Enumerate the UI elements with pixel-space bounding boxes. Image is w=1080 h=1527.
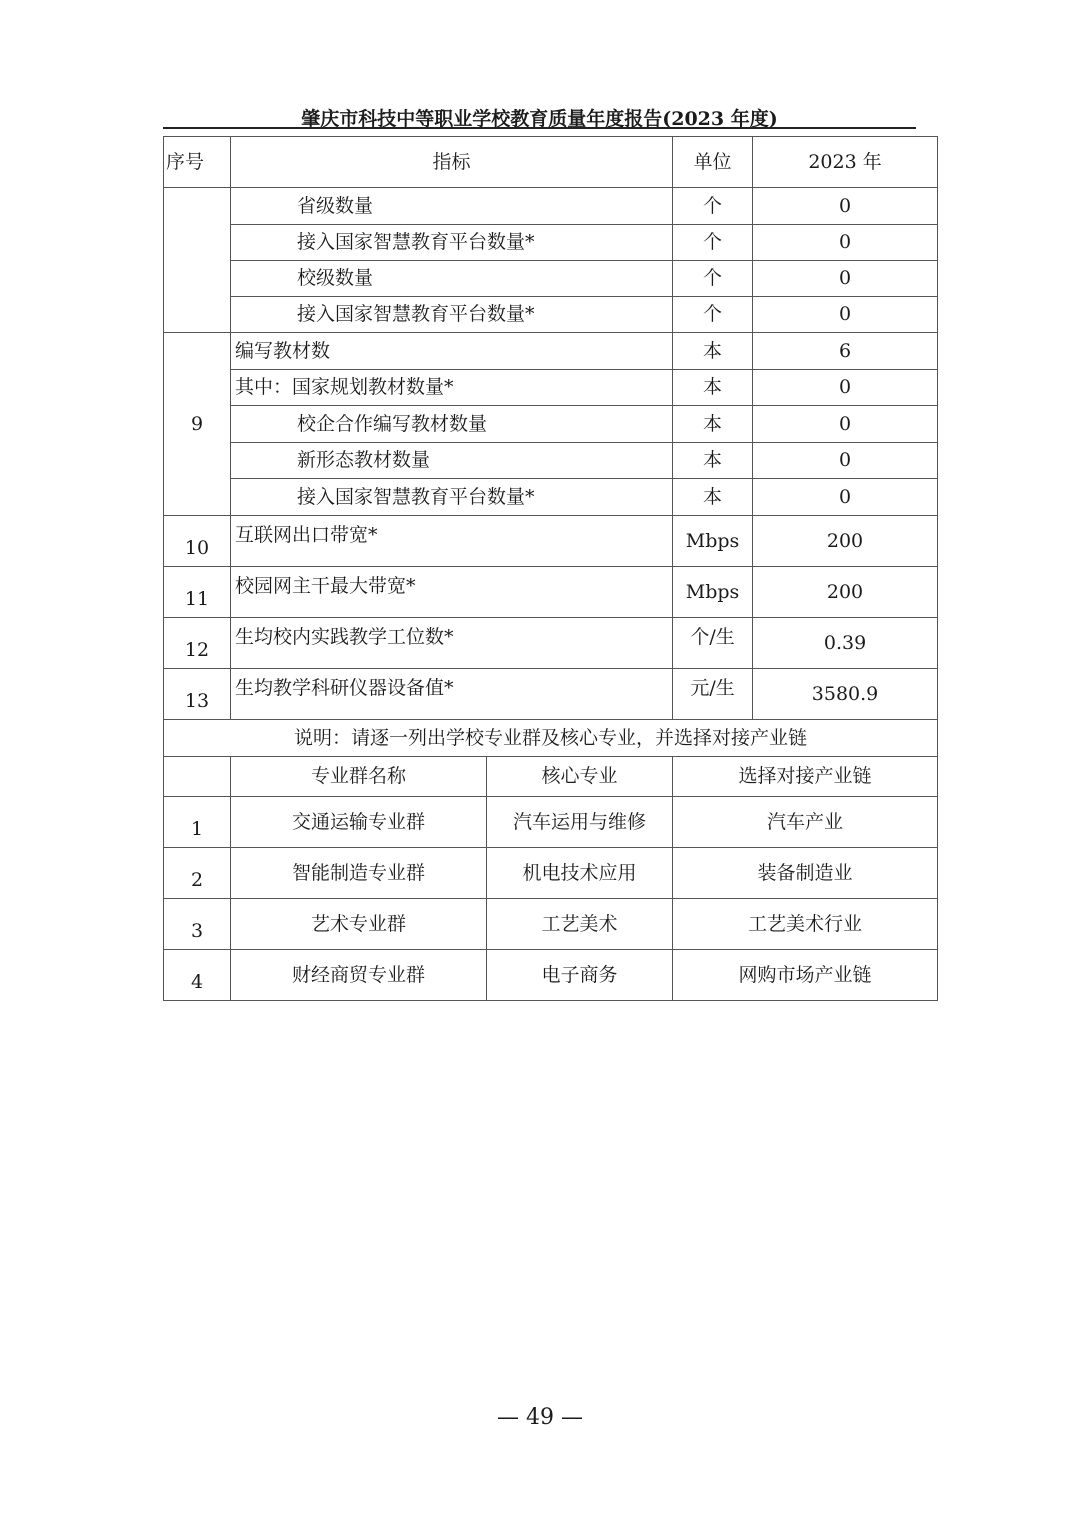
row-seq: 9 (164, 333, 231, 516)
col-header-core-major: 核心专业 (487, 757, 673, 797)
row-value: 0 (753, 479, 938, 516)
row-indicator: 生均校内实践教学工位数* (231, 618, 673, 669)
header-divider (163, 127, 916, 129)
col-header-group-name: 专业群名称 (231, 757, 487, 797)
group-core-major: 汽车运用与维修 (487, 797, 673, 848)
group-seq: 4 (164, 950, 231, 1001)
col-header-seq: 序号 (164, 137, 231, 188)
row-unit: 个 (673, 225, 753, 261)
row-seq: 11 (164, 567, 231, 618)
row-value: 6 (753, 333, 938, 370)
group-name: 财经商贸专业群 (231, 950, 487, 1001)
row-unit: 本 (673, 370, 753, 406)
table-row (164, 333, 938, 370)
row-value: 0 (753, 370, 938, 406)
indicator-table (163, 136, 938, 1001)
table-row (164, 479, 938, 516)
note-row (164, 720, 938, 757)
row-unit: 个 (673, 188, 753, 225)
row-value: 0 (753, 406, 938, 443)
table-row (164, 669, 938, 720)
group-seq: 3 (164, 899, 231, 950)
row-unit: 本 (673, 333, 753, 370)
row-unit: 本 (673, 406, 753, 443)
table-row (164, 797, 938, 848)
row-value: 0 (753, 188, 938, 225)
group-core-major: 机电技术应用 (487, 848, 673, 899)
group-name: 艺术专业群 (231, 899, 487, 950)
group-core-major: 电子商务 (487, 950, 673, 1001)
group-industry-chain: 装备制造业 (673, 848, 938, 899)
table-row (164, 188, 938, 225)
row-indicator: 校级数量 (231, 261, 673, 297)
row-indicator: 生均教学科研仪器设备值* (231, 669, 673, 720)
row-unit: 本 (673, 479, 753, 516)
col-header-indicator: 指标 (231, 137, 673, 188)
row-value: 0 (753, 261, 938, 297)
col-header-year: 2023 年 (753, 137, 938, 188)
table-row (164, 516, 938, 567)
row-indicator: 互联网出口带宽* (231, 516, 673, 567)
row-value: 3580.9 (753, 669, 938, 720)
group-name: 交通运输专业群 (231, 797, 487, 848)
row-indicator: 校园网主干最大带宽* (231, 567, 673, 618)
group-name: 智能制造专业群 (231, 848, 487, 899)
row-seq: 12 (164, 618, 231, 669)
row-indicator: 省级数量 (231, 188, 673, 225)
group-industry-chain: 汽车产业 (673, 797, 938, 848)
row-indicator: 编写教材数 (231, 333, 673, 370)
col-header-industry-chain: 选择对接产业链 (673, 757, 938, 797)
group-industry-chain: 工艺美术行业 (673, 899, 938, 950)
page-number: — 49 — (497, 1405, 583, 1430)
row-value: 0.39 (753, 618, 938, 669)
row-indicator: 校企合作编写教材数量 (231, 406, 673, 443)
row-value: 0 (753, 225, 938, 261)
row-value: 0 (753, 443, 938, 479)
table-row (164, 567, 938, 618)
row-unit: 本 (673, 443, 753, 479)
table-row (164, 618, 938, 669)
row-seq: 13 (164, 669, 231, 720)
table-row (164, 406, 938, 443)
row-unit: 个/生 (673, 618, 753, 669)
row-unit: 元/生 (673, 669, 753, 720)
table-row (164, 261, 938, 297)
table-row (164, 443, 938, 479)
table-row (164, 899, 938, 950)
table-row (164, 225, 938, 261)
table-row (164, 848, 938, 899)
row-indicator: 接入国家智慧教育平台数量* (231, 479, 673, 516)
group-core-major: 工艺美术 (487, 899, 673, 950)
row-indicator: 接入国家智慧教育平台数量* (231, 225, 673, 261)
note-text: 说明：请逐一列出学校专业群及核心专业，并选择对接产业链 (164, 720, 938, 757)
group-seq: 1 (164, 797, 231, 848)
row-indicator: 其中：国家规划教材数量* (231, 370, 673, 406)
group-industry-chain: 网购市场产业链 (673, 950, 938, 1001)
col-header-unit: 单位 (673, 137, 753, 188)
row-unit: 个 (673, 261, 753, 297)
row-unit: 个 (673, 297, 753, 333)
table-row (164, 297, 938, 333)
table-row (164, 370, 938, 406)
row-indicator: 接入国家智慧教育平台数量* (231, 297, 673, 333)
report-header-title: 肇庆市科技中等职业学校教育质量年度报告(2023 年度) (301, 108, 778, 130)
table-header-row (164, 137, 938, 188)
row-value: 200 (753, 516, 938, 567)
row-value: 0 (753, 297, 938, 333)
table-row (164, 950, 938, 1001)
groups-header-blank (164, 757, 231, 797)
group-seq: 2 (164, 848, 231, 899)
row-unit: Mbps (673, 516, 753, 567)
row-seq (164, 188, 231, 333)
row-seq: 10 (164, 516, 231, 567)
row-value: 200 (753, 567, 938, 618)
row-indicator: 新形态教材数量 (231, 443, 673, 479)
row-unit: Mbps (673, 567, 753, 618)
groups-header-row (164, 757, 938, 797)
